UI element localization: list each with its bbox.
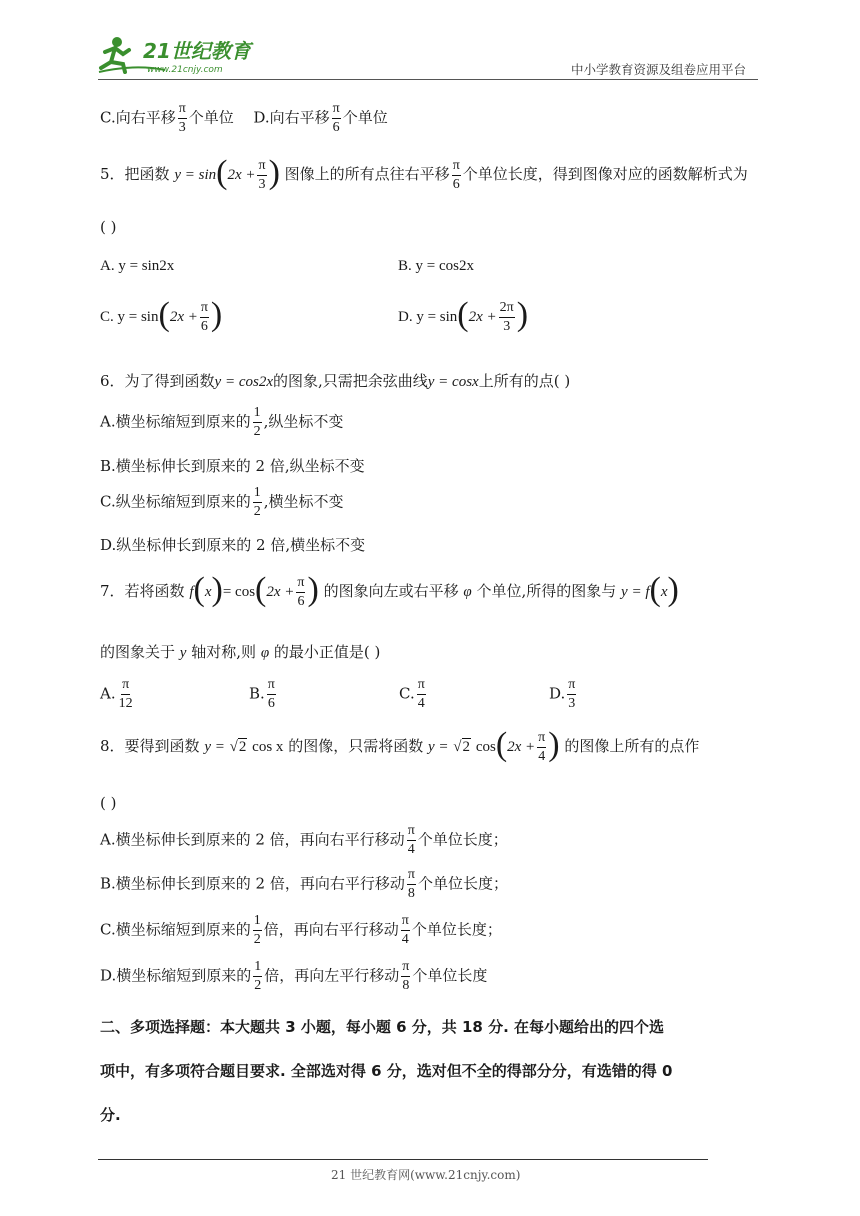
q8-option-b: B.横坐标伸长到原来的 2 倍，再向右平行移动 $\frac{\pi}{8}$ 个单位长度；	[100, 867, 508, 901]
q7-option-d: D. $\frac{\pi}{3}$	[549, 677, 576, 711]
question-8: 8．要得到函数 y = √2 cos x 的图像，只需将函数 y = √2 cos(2x + $\frac{\pi}{4}$ ) 的图像上所有的点作	[100, 726, 700, 764]
header-platform-text: 中小学教育资源及组卷应用平台	[571, 62, 747, 77]
footer-divider	[98, 1159, 708, 1160]
q6-option-a: A.横坐标缩短到原来的 $\frac{1}{2}$ ,纵坐标不变	[100, 405, 344, 439]
q5-option-c: C. y = sin(2x + $\frac{\pi}{6}$ )	[100, 296, 223, 334]
q5-option-d: D. y = sin(2x + $\frac{2\pi}{3}$ )	[398, 296, 529, 334]
site-logo	[95, 34, 265, 80]
q5-option-b: B. y = cos2x	[398, 258, 474, 274]
q8-option-d: D.横坐标缩短到原来的 $\frac{1}{2}$ 倍，再向左平行移动 $\frac{\pi}{8}$ 个单位长度	[100, 959, 488, 993]
q4-options-cd: C.向右平移 $\frac{\pi}{3}$ 个单位 D.向右平移 $\frac{\pi}{6}$ 个单位	[100, 101, 388, 135]
q7-option-c: C. $\frac{\pi}{4}$	[399, 677, 425, 711]
q8-option-a: A.横坐标伸长到原来的 2 倍，再向右平行移动 $\frac{\pi}{4}$ 个单位长度；	[100, 823, 508, 857]
logo-text: 21世纪教育	[143, 39, 251, 63]
q7-line-2: 的图象关于 y 轴对称,则 φ 的最小正值是( )	[100, 643, 381, 661]
q6-option-c: C.纵坐标缩短到原来的 $\frac{1}{2}$ ,横坐标不变	[100, 485, 344, 519]
q7-option-a: A. $\frac{\pi}{12}$	[100, 677, 133, 711]
sqrt-symbol: √2	[453, 739, 471, 755]
q5-option-a: A. y = sin2x	[100, 258, 175, 274]
question-7: 7．若将函数 f(x)= cos(2x + $\frac{\pi}{6}$ ) 的图象向左或右平移 φ 个单位,所得的图象与 y = f(x)	[100, 571, 679, 609]
logo-url: www.21cnjy.com	[147, 65, 223, 75]
section-2-line-3: 分.	[100, 1106, 121, 1124]
footer-site-text: 21 世纪教育网(www.21cnjy.com)	[331, 1168, 521, 1182]
section-2-line-1: 二、多项选择题：本大题共 3 小题，每小题 6 分，共 18 分. 在每小题给出的四个选	[100, 1018, 665, 1036]
q6-option-b: B.横坐标伸长到原来的 2 倍,纵坐标不变	[100, 457, 365, 475]
question-5: 5．把函数 y = sin(2x + $\frac{\pi}{3}$ ) 图像上的所有点往右平移 $\frac{\pi}{6}$ 个单位长度，得到图像对应的函数解析式为	[100, 154, 748, 192]
q8-answer-blank: ( )	[100, 794, 117, 812]
question-6: 6．为了得到函数y = cos2x的图象,只需把余弦曲线y = cosx上所有的点( )	[100, 372, 571, 390]
q8-option-c: C.横坐标缩短到原来的 $\frac{1}{2}$ 倍，再向右平行移动 $\frac{\pi}{4}$ 个单位长度；	[100, 913, 502, 947]
header-divider	[98, 79, 758, 80]
q6-option-d: D.纵坐标伸长到原来的 2 倍,横坐标不变	[100, 536, 366, 554]
section-2-line-2: 项中，有多项符合题目要求. 全部选对得 6 分，选对但不全的得部分分，有选错的得 0	[100, 1062, 673, 1080]
sqrt-symbol: √2	[229, 739, 247, 755]
q5-answer-blank: ( )	[100, 218, 117, 236]
runner-logo-icon	[95, 34, 265, 76]
q7-option-b: B. $\frac{\pi}{6}$	[249, 677, 275, 711]
